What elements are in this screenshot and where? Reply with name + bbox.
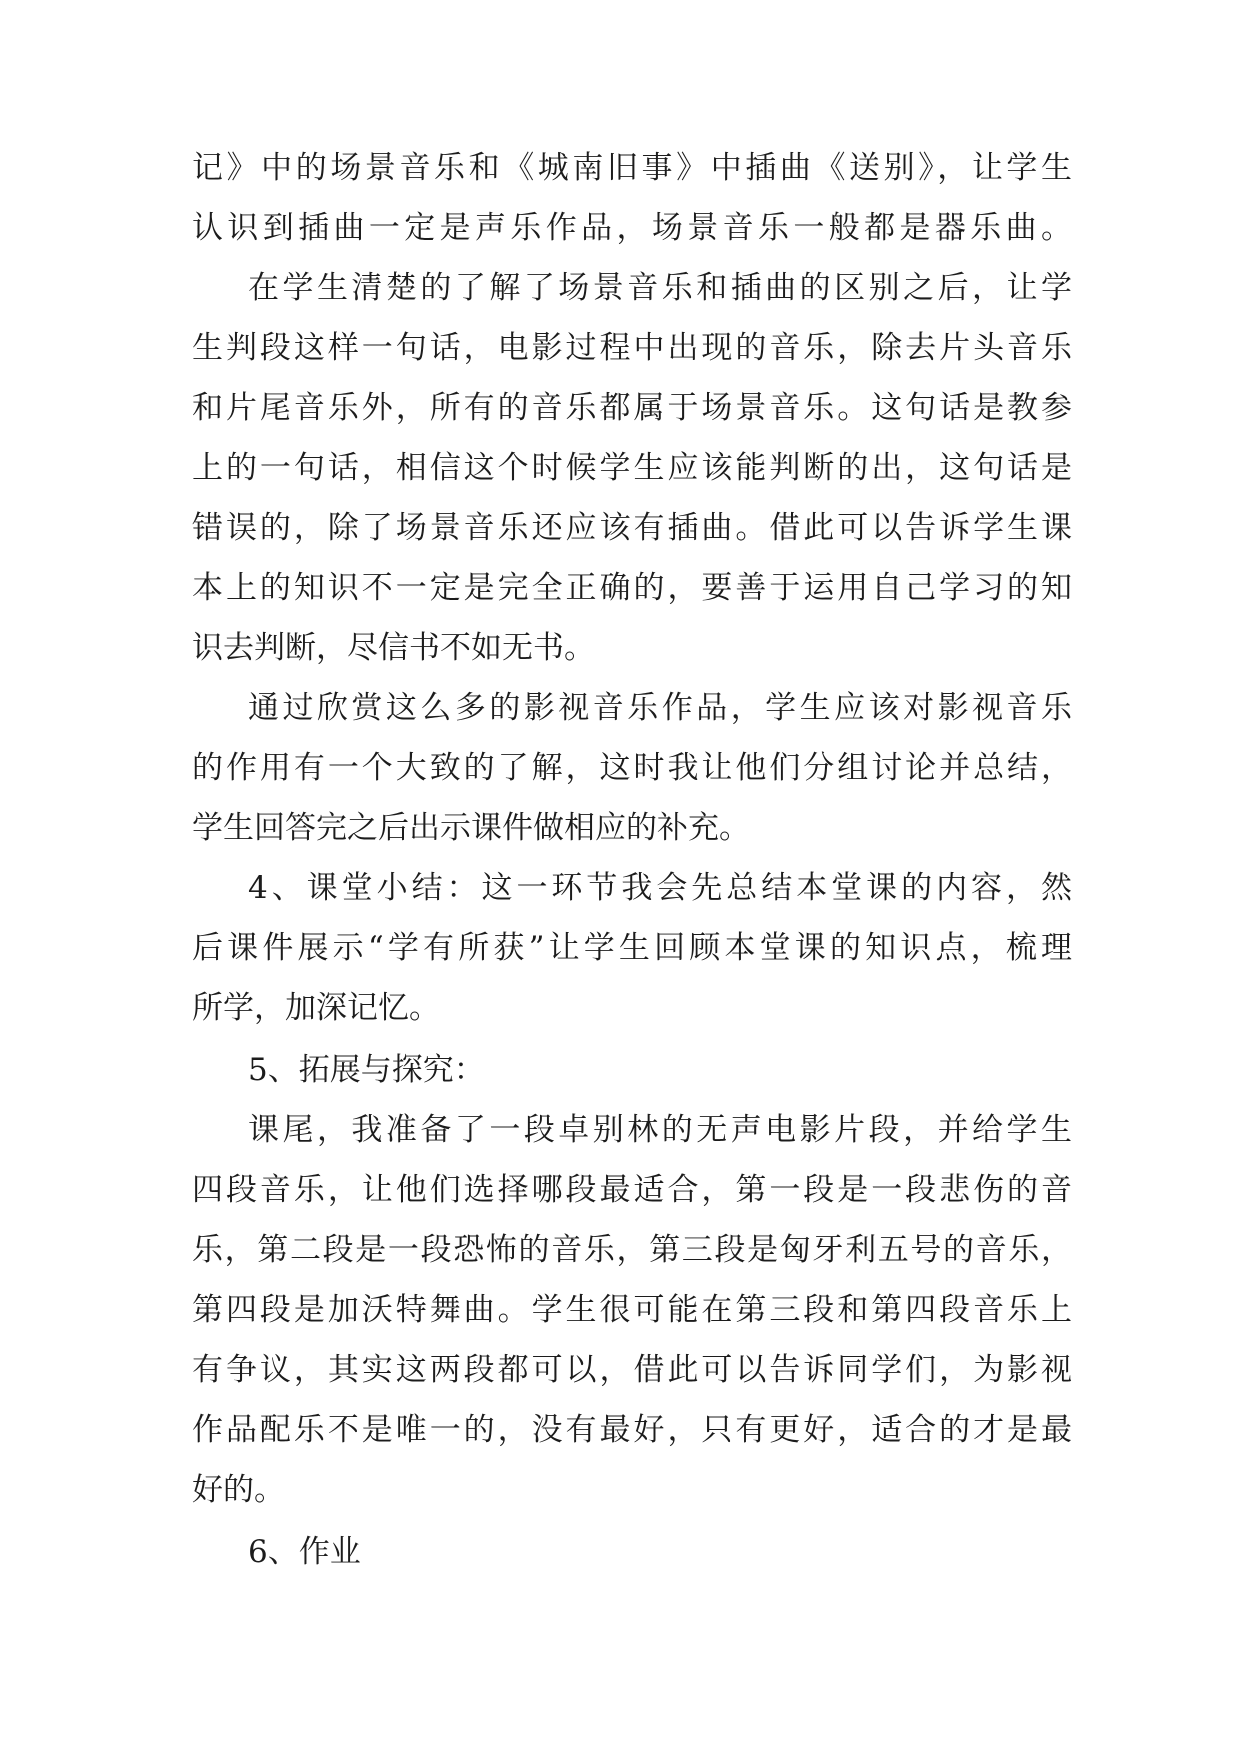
text-line: 第四段是加沃特舞曲。学生很可能在第三段和第四段音乐上 [192,1292,1072,1328]
text-line: 识去判断，尽信书不如无书。 [192,630,595,666]
text-line: 学生回答完之后出示课件做相应的补充。 [192,810,750,846]
text-line: 认识到插曲一定是声乐作品，场景音乐一般都是器乐曲。 [192,210,1072,246]
text-line: 的作用有一个大致的了解，这时我让他们分组讨论并总结， [192,750,1072,786]
text-line: 后课件展示“学有所获”让学生回顾本堂课的知识点，梳理 [192,930,1072,966]
text-line: 记》中的场景音乐和《城南旧事》中插曲《送别》，让学生 [192,150,1072,186]
text-line: 四段音乐，让他们选择哪段最适合，第一段是一段悲伤的音 [192,1172,1072,1208]
text-line: 上的一句话，相信这个时候学生应该能判断的出，这句话是 [192,450,1072,486]
section-heading: 5、拓展与探究： [248,1052,485,1088]
paragraph-first-line: 通过欣赏这么多的影视音乐作品，学生应该对影视音乐 [248,690,1072,726]
text-line: 所学，加深记忆。 [192,990,440,1026]
text-line: 和片尾音乐外，所有的音乐都属于场景音乐。这句话是教参 [192,390,1072,426]
paragraph-first-line: 4、课堂小结：这一环节我会先总结本堂课的内容，然 [248,870,1072,906]
text-line: 好的。 [192,1472,285,1508]
paragraph-first-line: 在学生清楚的了解了场景音乐和插曲的区别之后，让学 [248,270,1072,306]
text-line: 有争议，其实这两段都可以，借此可以告诉同学们，为影视 [192,1352,1072,1388]
text-line: 作品配乐不是唯一的，没有最好，只有更好，适合的才是最 [192,1412,1072,1448]
text-line: 乐，第二段是一段恐怖的音乐，第三段是匈牙利五号的音乐， [192,1232,1072,1268]
text-line: 错误的，除了场景音乐还应该有插曲。借此可以告诉学生课 [192,510,1072,546]
section-heading: 6、作业 [248,1534,361,1570]
text-line: 生判段这样一句话，电影过程中出现的音乐，除去片头音乐 [192,330,1072,366]
text-line: 本上的知识不一定是完全正确的，要善于运用自己学习的知 [192,570,1072,606]
paragraph-first-line: 课尾，我准备了一段卓别林的无声电影片段，并给学生 [248,1112,1072,1148]
